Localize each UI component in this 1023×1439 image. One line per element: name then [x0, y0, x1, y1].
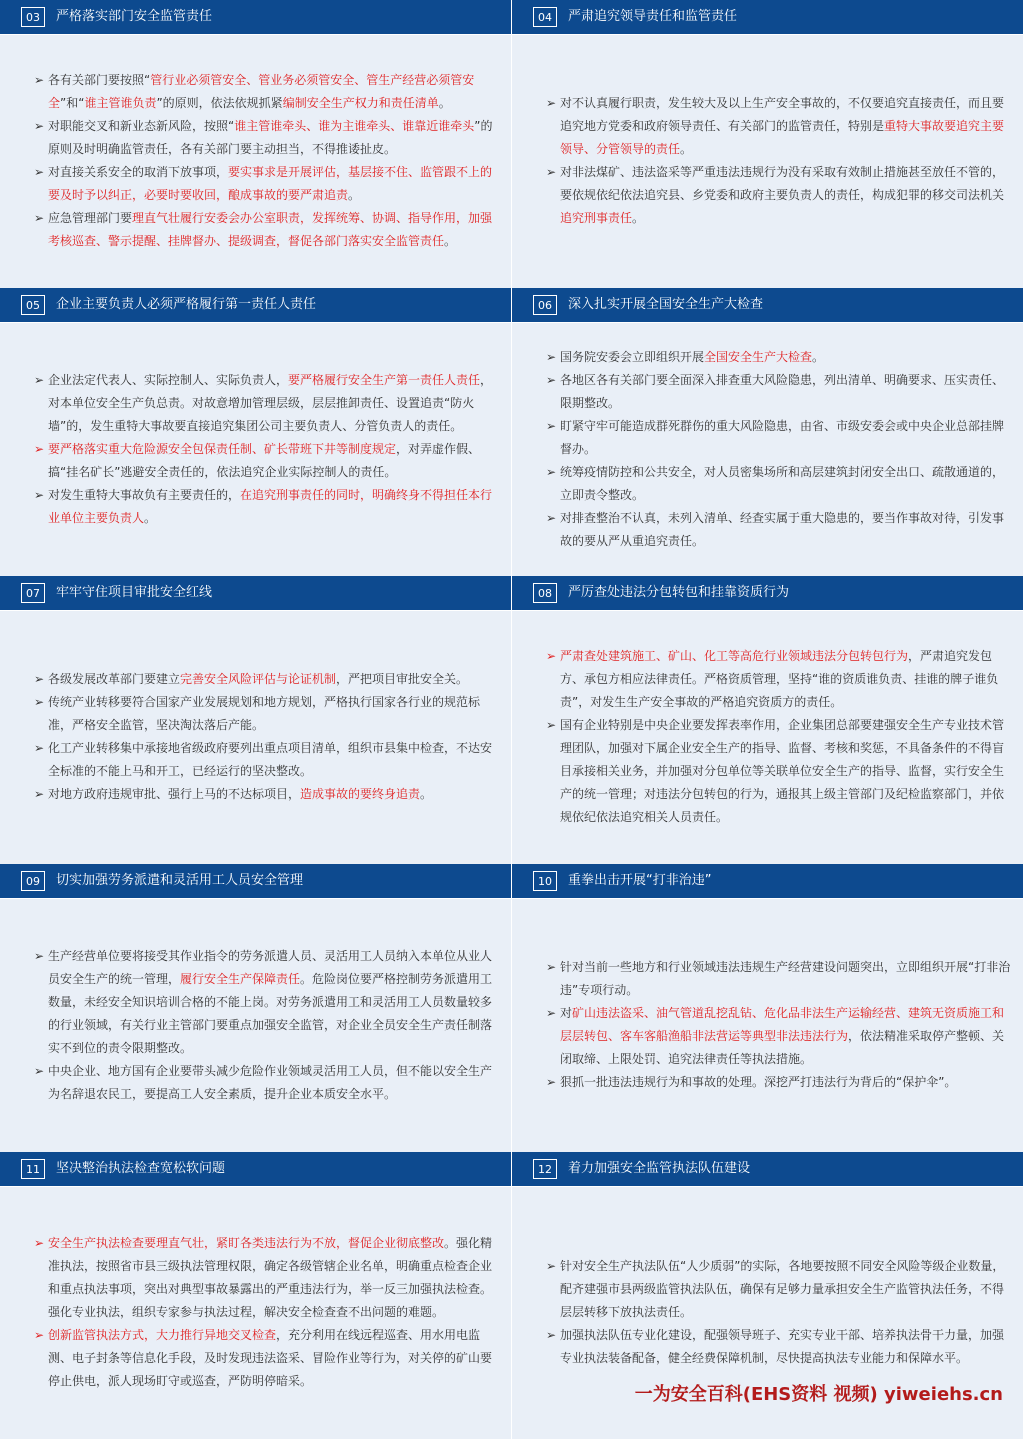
bullet-item — [34, 668, 501, 691]
body-text: ，依法精准采取停产整顿、关闭取缔、上限处罚、追究法律责任等执法措施。 — [560, 1029, 1005, 1066]
bullet-arrow-icon: ➢ — [34, 1328, 45, 1342]
body-text: ”的原则及时明确监管责任，各有关部门要主动担当，不得推诿扯皮。 — [48, 119, 493, 156]
body-text: 对职能交叉和新业态新风险，按照“ — [48, 119, 235, 133]
highlight-text: 完善安全风险评估与论证机制 — [180, 672, 337, 686]
body-text: 针对当前一些地方和行业领域违法违规生产经营建设问题突出，立即组织开展“打非治违”专项行动。 — [560, 960, 1011, 997]
body-text: 。 — [444, 234, 457, 248]
bullet-item — [546, 92, 1013, 161]
bullet-arrow-icon: ➢ — [34, 672, 45, 686]
panel-10 — [512, 864, 1023, 1152]
bullet-arrow-icon: ➢ — [546, 165, 557, 179]
watermark-logo: 一为安全百科(EHS资料 视频) yiweiehs.cn — [634, 1384, 1003, 1405]
body-text: 对地方政府违规审批、强行上马的不达标项目， — [48, 787, 301, 801]
highlight-text: 造成事故的要终身追责 — [300, 787, 421, 801]
highlight-text: 编制安全生产权力和责任清单 — [282, 96, 439, 110]
bullet-arrow-icon: ➢ — [546, 960, 557, 974]
bullet-item — [34, 737, 501, 783]
panel-title: 着力加强安全监管执法队伍建设 — [568, 1161, 751, 1176]
body-text: 各级发展改革部门要建立 — [48, 672, 181, 686]
panel-number-badge: 07 — [21, 583, 45, 603]
bullet-arrow-icon: ➢ — [34, 948, 45, 963]
body-text: 。强化精准执法，按照省市县三级执法管理权限，确定各级管辖企业名单，明确重点检查企业和重点执法事项，突出对典型事故暴露出的严重违法行为，举一反三加强执法检查。强化专业执法，组织专家参与执法过程，解决安全检查查不出问题的难题。 — [48, 1236, 493, 1319]
panel-number-badge: 12 — [533, 1159, 557, 1179]
panel-header — [512, 288, 1023, 323]
highlight-text: 管行业必须管安全、管业务必须管安全、管生产经营必须管安全 — [48, 73, 475, 110]
bullet-item — [546, 161, 1013, 230]
bullet-arrow-icon: ➢ — [34, 741, 45, 755]
panel-08 — [512, 576, 1023, 864]
panel-05 — [0, 288, 511, 576]
bullet-arrow-icon: ➢ — [546, 418, 557, 433]
bullet-item — [34, 161, 501, 207]
highlight-text: 理直气壮履行安委会办公室职责，发挥统筹、协调、指导作用，加强考核巡查、警示提醒、挂牌督办、提级调查，督促各部门落实安全监管责任 — [48, 211, 493, 248]
panel-09 — [0, 864, 511, 1152]
body-text: 。 — [812, 349, 825, 364]
body-text: 国有企业特别是中央企业要发挥表率作用，企业集团总部要建强安全生产专业技术管理团队，加强对下属企业安全生产的指导、监督、考核和奖惩，不具备条件的不得盲目承接相关业务，并加强对分包单位等关联单位安全生产的指导、监督，实行安全生产的统一管理；对违法分包转包的行为，通报其上级主管部门及纪检监察部门，并依规依纪依法追究相关人员责任。 — [560, 718, 1005, 824]
body-text: 生产经营单位要将接受其作业指令的劳务派遣人员、灵活用工人员纳入本单位从业人员安全生产的统一管理， — [48, 948, 493, 986]
bullet-arrow-icon: ➢ — [34, 487, 45, 502]
bullet-arrow-icon: ➢ — [546, 1006, 557, 1020]
body-text: 应急管理部门要 — [48, 211, 133, 225]
panel-header — [512, 1152, 1023, 1187]
body-text: 。危险岗位要严格控制劳务派遣用工数量，未经安全知识培训合格的不能上岗。对劳务派遣用工和灵活用工人员数量较多的行业领域，有关行业主管部门要重点加强安全监管，对企业全员安全生产责任制落实不到位的责令限期整改。 — [48, 971, 493, 1055]
panel-number-badge: 04 — [533, 7, 557, 27]
body-text: 对直接关系安全的取消下放事项， — [48, 165, 229, 179]
panel-number-badge: 11 — [21, 1159, 45, 1179]
panel-header — [0, 864, 511, 899]
panel-title: 切实加强劳务派遣和灵活用工人员安全管理 — [56, 873, 304, 888]
bullet-item — [34, 945, 501, 1060]
panel-body — [546, 322, 1013, 576]
panel-title: 企业主要负责人必须严格履行第一责任人责任 — [56, 297, 317, 312]
panel-number-badge: 10 — [533, 871, 557, 891]
body-text: 对发生重特大事故负有主要责任的， — [48, 487, 241, 502]
highlight-text: 要实事求是开展评估，基层接不住、监管跟不上的要及时予以纠正，必要时要收回，酿成事故的要严肃追责 — [48, 165, 493, 202]
panel-header — [512, 0, 1023, 35]
bullet-arrow-icon: ➢ — [34, 119, 45, 133]
bullet-arrow-icon: ➢ — [34, 165, 45, 179]
body-text: ，严肃追究发包方、承包方相应法律责任。严格资质管理，坚持“谁的资质谁负责、挂谁的牌子谁负责”，对发生生产安全事故的严格追究资质方的责任。 — [560, 649, 999, 709]
body-text: 对排查整治不认真，未列入清单、经查实属于重大隐患的，要当作事故对待，引发事故的要从严从重追究责任。 — [560, 510, 1005, 548]
bullet-arrow-icon: ➢ — [34, 211, 45, 225]
bullet-arrow-icon: ➢ — [546, 372, 557, 387]
panel-header — [0, 1152, 511, 1187]
panel-06 — [512, 288, 1023, 576]
highlight-text: 重特大事故要追究主要领导、分管领导的责任 — [560, 119, 1005, 156]
panel-number-badge: 08 — [533, 583, 557, 603]
bullet-item — [546, 507, 1013, 553]
bullet-arrow-icon: ➢ — [34, 787, 45, 801]
body-text: 对不认真履行职责，发生较大及以上生产安全事故的，不仅要追究直接责任，而且要追究地方党委和政府领导责任、有关部门的监管责任，特别是 — [560, 96, 1005, 133]
bullet-arrow-icon: ➢ — [34, 1236, 45, 1250]
panel-body — [34, 322, 501, 576]
highlight-text: 要严格落实重大危险源安全包保责任制、矿长带班下井等制度规定 — [48, 441, 397, 456]
body-text: 统筹疫情防控和公共安全，对人员密集场所和高层建筑封闭安全出口、疏散通道的，立即责令整改。 — [560, 464, 1005, 502]
panel-title: 严厉查处违法分包转包和挂靠资质行为 — [568, 585, 790, 600]
body-text: 。 — [438, 96, 451, 110]
highlight-text: 安全生产执法检查要理直气壮，紧盯各类违法行为不放，督促企业彻底整改 — [48, 1236, 445, 1250]
body-text: ”和“ — [60, 96, 85, 110]
bullet-item — [34, 69, 501, 115]
bullet-item — [34, 783, 501, 806]
panel-07 — [0, 576, 511, 864]
highlight-text: 严肃查处建筑施工、矿山、化工等高危行业领域违法分包转包行为 — [560, 649, 909, 663]
panel-body — [34, 34, 501, 288]
highlight-text: 在追究刑事责任的同时，明确终身不得担任本行业单位主要负责人 — [48, 487, 493, 525]
bullet-item — [546, 461, 1013, 507]
body-text: 狠抓一批违法违规行为和事故的处理。深挖严打违法行为背后的“保护伞”。 — [560, 1075, 957, 1089]
panel-03 — [0, 0, 511, 288]
highlight-text: 矿山违法盗采、油气管道乱挖乱钻、危化品非法生产运输经营、建筑无资质施工和层层转包、客车客船渔船非法营运等典型非法违法行为 — [560, 1006, 1005, 1043]
bullet-arrow-icon: ➢ — [546, 1259, 557, 1273]
highlight-text: 谁主管谁负责 — [84, 96, 157, 110]
body-text: 国务院安委会立即组织开展 — [560, 349, 705, 364]
panel-title: 坚决整治执法检查宽松软问题 — [56, 1161, 226, 1176]
body-text: ，对本单位安全生产负总责。对故意增加管理层级，层层推卸责任、设置追责“防火墙”的，发生重特大事故要直接追究集团公司主要负责人、分管负责人的责任。 — [48, 372, 493, 433]
bullet-arrow-icon: ➢ — [546, 349, 557, 364]
bullet-arrow-icon: ➢ — [34, 73, 45, 87]
bullet-item — [34, 438, 501, 484]
bullet-arrow-icon: ➢ — [546, 96, 557, 110]
bullet-arrow-icon: ➢ — [34, 441, 45, 456]
body-text: 。 — [348, 188, 361, 202]
panel-title: 严格落实部门安全监管责任 — [56, 9, 213, 24]
body-text: 加强执法队伍专业化建设，配强领导班子、充实专业干部、培养执法骨干力量，加强专业执法装备配备，健全经费保障机制，尽快提高执法专业能力和保障水平。 — [560, 1328, 1005, 1365]
body-text: 各地区各有关部门要全面深入排查重大风险隐患，列出清单、明确要求、压实责任、限期整改。 — [560, 372, 1005, 410]
panel-title: 严肃追究领导责任和监管责任 — [568, 9, 738, 24]
body-text: 对非法煤矿、违法盗采等严重违法违规行为没有采取有效制止措施甚至放任不管的，要依规依纪依法追究县、乡党委和政府主要负责人的责任，构成犯罪的移交司法机关 — [560, 165, 1005, 202]
panel-number-badge: 05 — [21, 295, 45, 315]
bullet-item — [546, 1002, 1013, 1071]
body-text: ，对弄虚作假、搞“挂名矿长”逃避安全责任的，依法追究企业实际控制人的责任。 — [48, 441, 481, 479]
bullet-item — [34, 207, 501, 253]
panel-body — [34, 610, 501, 864]
panel-header — [512, 864, 1023, 899]
panel-number-badge: 03 — [21, 7, 45, 27]
panel-11 — [0, 1152, 511, 1439]
body-text: 。 — [632, 211, 645, 225]
bullet-item — [546, 1255, 1013, 1324]
bullet-arrow-icon: ➢ — [34, 372, 45, 387]
body-text: 。 — [420, 787, 433, 801]
bullet-item — [546, 346, 1013, 369]
bullet-arrow-icon: ➢ — [546, 1075, 557, 1089]
highlight-text: 追究刑事责任 — [560, 211, 633, 225]
highlight-text: 全国安全生产大检查 — [704, 349, 813, 364]
highlight-text: 创新监管执法方式，大力推行异地交叉检查 — [48, 1328, 277, 1342]
body-text: 盯紧守牢可能造成群死群伤的重大风险隐患，由省、市级安委会或中央企业总部挂牌督办。 — [560, 418, 1005, 456]
bullet-item — [34, 369, 501, 438]
bullet-item — [546, 645, 1013, 714]
bullet-item — [34, 691, 501, 737]
panel-header — [0, 576, 511, 611]
body-text: ”的原则，依法依规抓紧 — [156, 96, 283, 110]
panel-header — [0, 288, 511, 323]
bullet-item — [546, 1071, 1013, 1094]
highlight-text: 要严格履行安全生产第一责任人责任 — [288, 372, 481, 387]
panel-title: 深入扎实开展全国安全生产大检查 — [568, 297, 764, 312]
bullet-item — [34, 1324, 501, 1393]
bullet-item — [546, 714, 1013, 829]
bullet-item — [546, 956, 1013, 1002]
body-text: 中央企业、地方国有企业要带头减少危险作业领域灵活用工人员，但不能以安全生产为名辞退农民工，要提高工人安全素质，提升企业本质安全水平。 — [48, 1063, 493, 1101]
panel-title: 牢牢守住项目审批安全红线 — [56, 585, 213, 600]
panel-body — [34, 1186, 501, 1439]
bullet-arrow-icon: ➢ — [546, 510, 557, 525]
body-text: 针对安全生产执法队伍“人少质弱”的实际，各地要按照不同安全风险等级企业数量，配齐建强市县两级监管执法队伍，确保有足够力量承担安全生产监管执法任务，不得层层转移下放执法责任。 — [560, 1259, 1005, 1319]
panel-number-badge: 09 — [21, 871, 45, 891]
panel-body — [546, 898, 1013, 1152]
bullet-arrow-icon: ➢ — [546, 1328, 557, 1342]
bullet-arrow-icon: ➢ — [34, 695, 45, 709]
bullet-item — [34, 484, 501, 530]
bullet-arrow-icon: ➢ — [34, 1063, 45, 1078]
panel-title: 重拳出击开展“打非治违” — [568, 873, 712, 888]
body-text: 。 — [680, 142, 693, 156]
bullet-arrow-icon: ➢ — [546, 718, 557, 732]
highlight-text: 履行安全生产保障责任 — [180, 971, 301, 986]
bullet-item — [546, 1324, 1013, 1370]
body-text: ，严把项目审批安全关。 — [336, 672, 469, 686]
panel-header — [512, 576, 1023, 611]
panel-number-badge: 06 — [533, 295, 557, 315]
bullet-item — [34, 1060, 501, 1106]
panel-body — [546, 610, 1013, 864]
bullet-item — [546, 415, 1013, 461]
bullet-item — [34, 1232, 501, 1324]
body-text: 化工产业转移集中承接地省级政府要列出重点项目清单，组织市县集中检查，不达安全标准的不能上马和开工，已经运行的坚决整改。 — [48, 741, 493, 778]
panel-body — [546, 34, 1013, 288]
body-text: 。 — [144, 510, 157, 525]
bullet-item — [34, 115, 501, 161]
bullet-arrow-icon: ➢ — [546, 464, 557, 479]
panel-04 — [512, 0, 1023, 288]
highlight-text: 谁主管谁牵头、谁为主谁牵头、谁靠近谁牵头 — [234, 119, 475, 133]
bullet-item — [546, 369, 1013, 415]
body-text: 企业法定代表人、实际控制人、实际负责人， — [48, 372, 289, 387]
body-text: 各有关部门要按照“ — [48, 73, 151, 87]
bullet-arrow-icon: ➢ — [546, 649, 557, 663]
body-text: 传统产业转移要符合国家产业发展规划和地方规划，严格执行国家各行业的规范标准，严格安全监管，坚决淘汰落后产能。 — [48, 695, 481, 732]
body-text: 对 — [560, 1006, 573, 1020]
panel-header — [0, 0, 511, 35]
body-text: ，充分利用在线远程巡查、用水用电监测、电子封条等信息化手段，及时发现违法盗采、冒险作业等行为，对关停的矿山要停止供电，派人现场盯守或巡查，严防明停暗采。 — [48, 1328, 493, 1388]
panel-body — [34, 898, 501, 1152]
